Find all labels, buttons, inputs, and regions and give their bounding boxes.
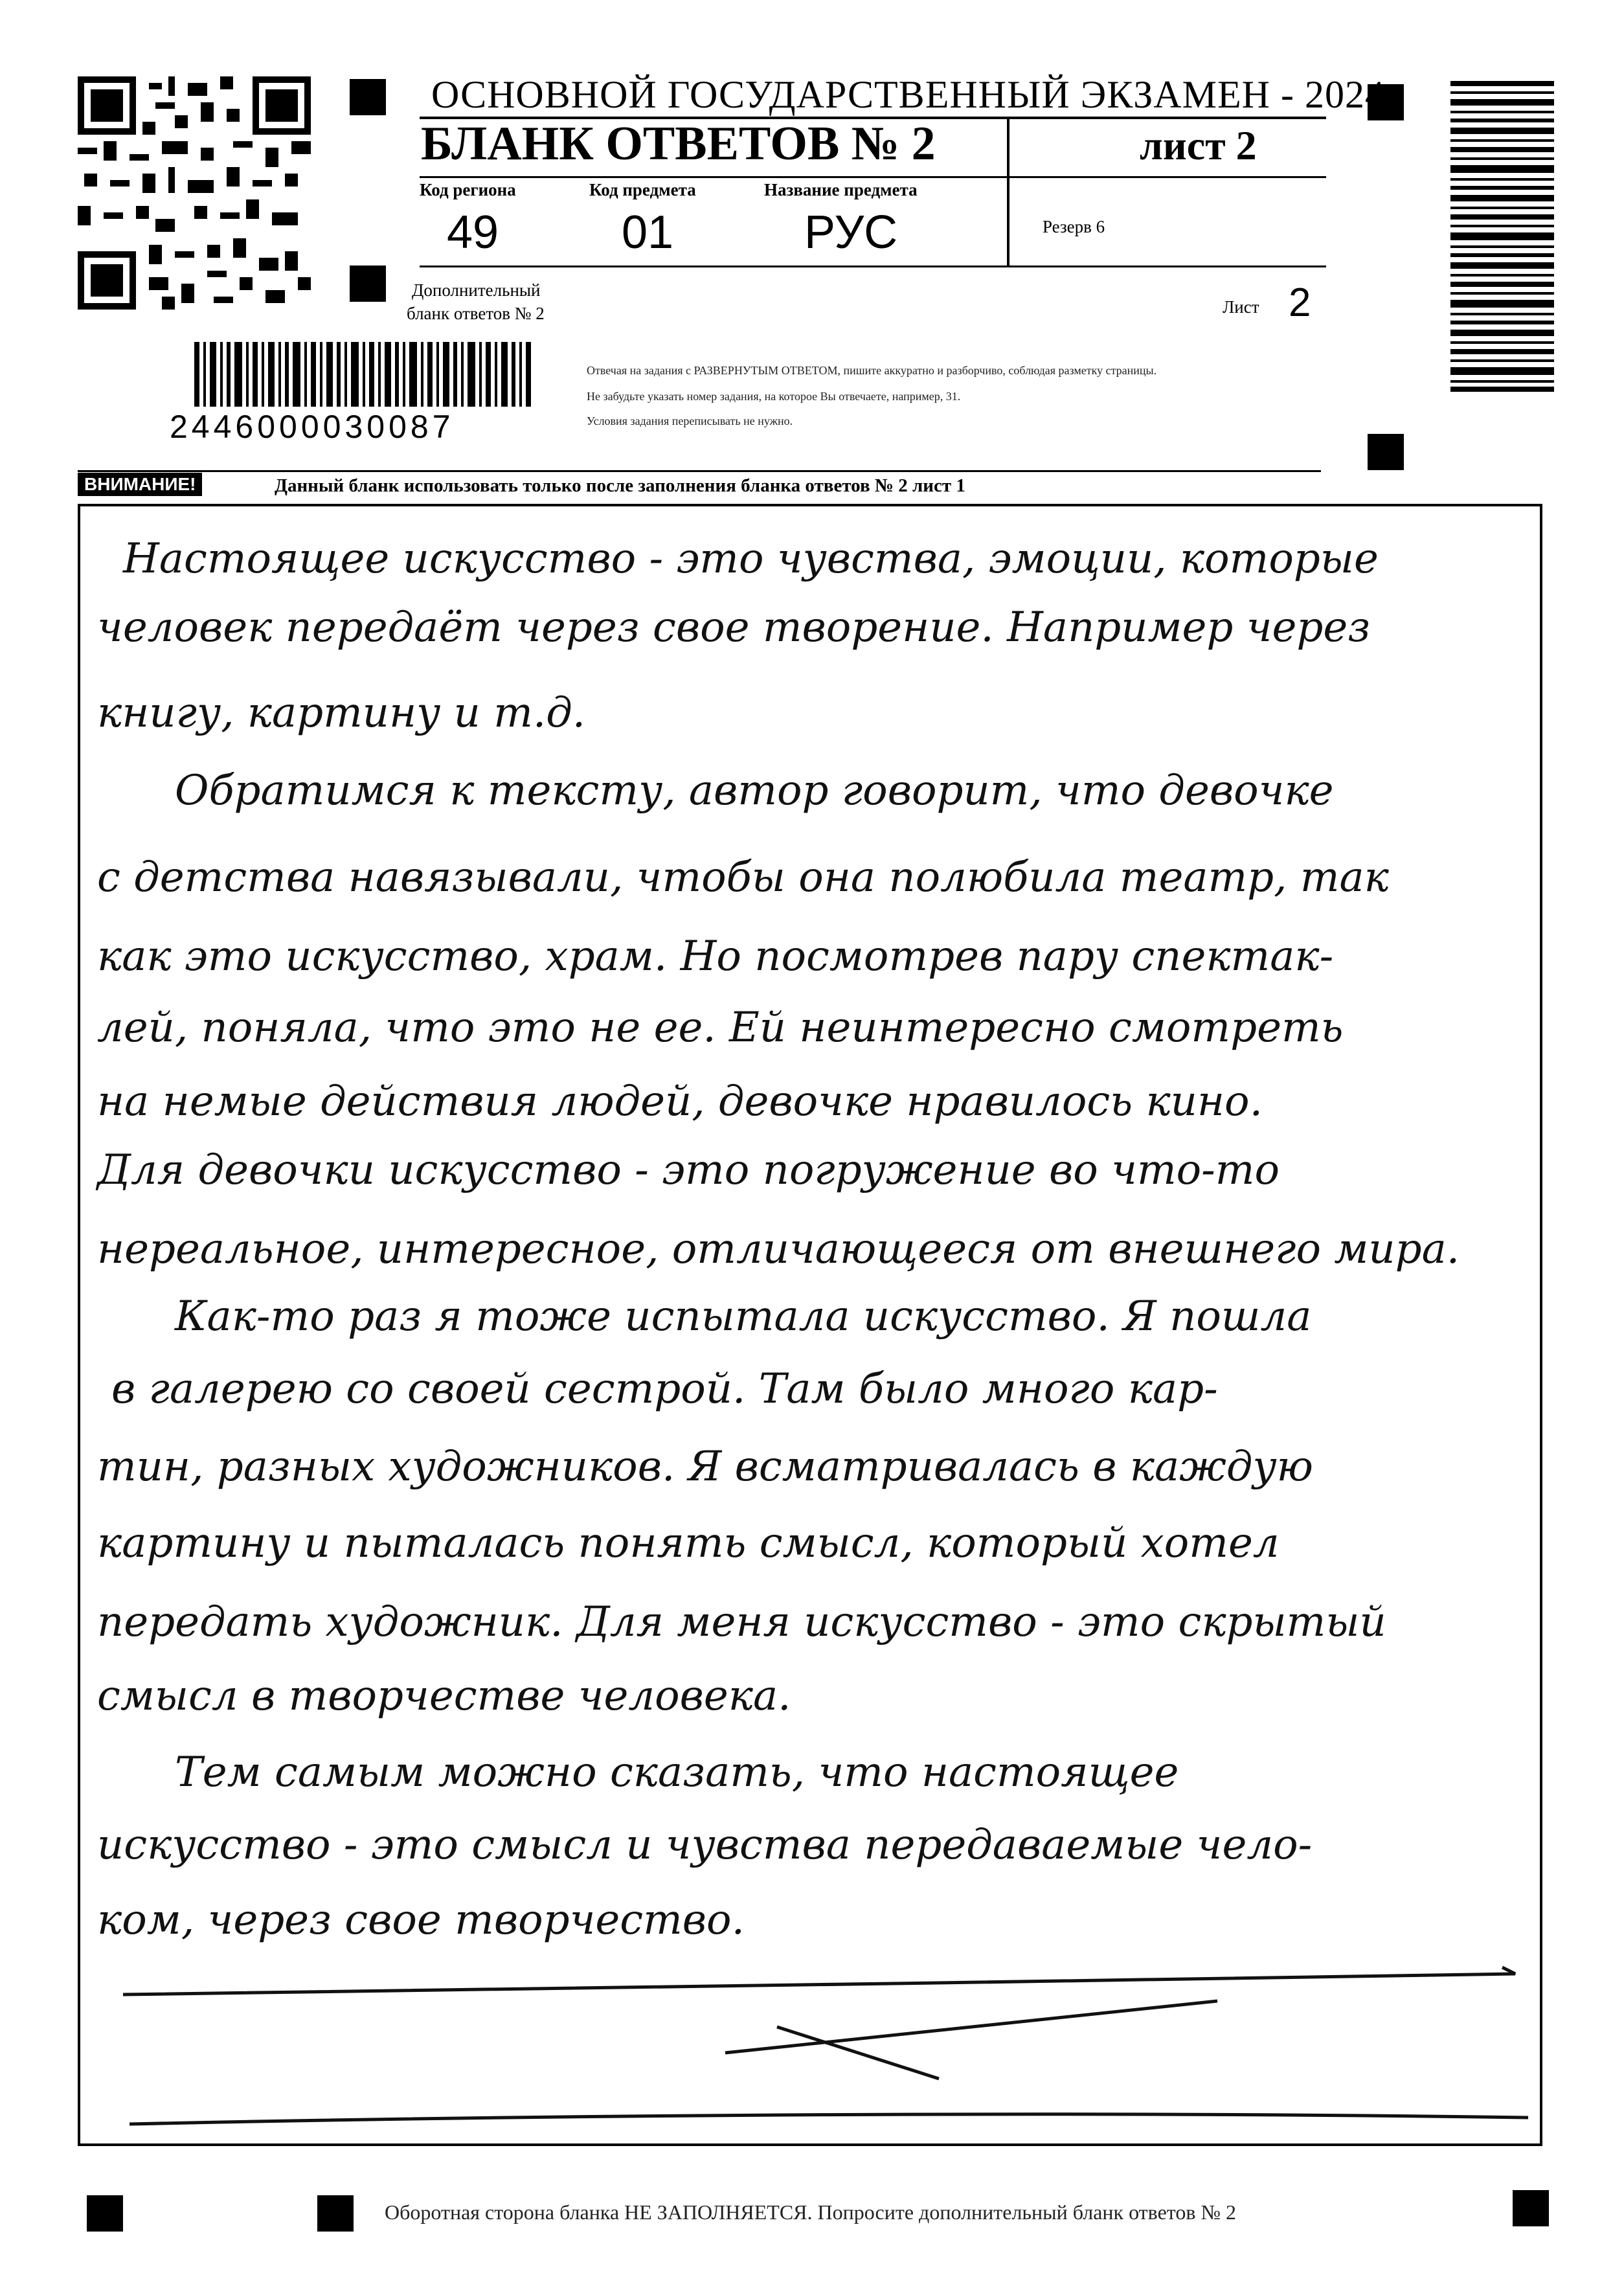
registration-marker-top-left [350,79,386,115]
additional-sheet-value: 2 [1289,280,1311,325]
answer-line: с детства навязывали, чтобы она полюбила театр, так [97,854,1389,901]
answer-line: нереальное, интересное, отличающееся от внешнего мира. [97,1225,1460,1273]
barcode-number: 2446000030087 [170,409,455,445]
registration-marker-bottom-left [87,2195,123,2232]
answer-line: на немые действия людей, девочке нравилось кино. [97,1078,1263,1125]
header-divider-horizontal [420,176,1326,178]
answer-line: Для девочки искусство - это погружение во что-то [97,1146,1280,1194]
answer-line: тин, разных художников. Я всматривалась в каждую [97,1443,1313,1491]
warning-text: Данный бланк использовать только после заполнения бланка ответов № 2 лист 1 [275,475,965,496]
registration-marker-bottom-center [317,2195,354,2232]
reserve-label: Резерв 6 [1043,217,1105,236]
answer-line: Настоящее искусство - это чувства, эмоции, которые [123,535,1379,583]
exam-title: ОСНОВНОЙ ГОСУДАРСТВЕННЫЙ ЭКЗАМЕН - 2024 [431,73,1385,116]
subject-name-value: РУС [804,207,898,258]
answer-line: передать художник. Для меня искусство - это скрытый [97,1598,1386,1646]
registration-marker-mid-left [350,266,386,302]
sheet-title: лист 2 [1140,122,1257,168]
answer-line: картину и пыталась понять смысл, который хотел [97,1519,1280,1567]
warning-badge: ВНИМАНИЕ! [78,473,202,496]
answer-line: Обратимся к тексту, автор говорит, что девочке [175,767,1334,815]
footer-notice: Оборотная сторона бланка НЕ ЗАПОЛНЯЕТСЯ. Попросите дополнительный бланк ответов № 2 [385,2200,1236,2224]
additional-sheet-label: Лист [1223,297,1259,317]
linear-barcode [194,342,531,407]
registration-marker-mid-right [1368,434,1404,470]
region-label: Код региона [420,180,516,199]
answer-line: книгу, картину и т.д. [97,689,586,737]
instruction-line-1: Отвечая на задания с РАЗВЕРНУТЫМ ОТВЕТОМ, пишите аккуратно и разборчиво, соблюдая разметку страницы. [587,364,1157,377]
side-barcode [1450,81,1554,392]
answer-line: Как-то раз я тоже испытала искусство. Я пошла [175,1293,1312,1340]
subject-name-label: Название предмета [764,180,918,199]
qr-code [78,76,311,310]
warning-top-line [78,470,1321,472]
answer-line: искусство - это смысл и чувства передаваемые чело- [97,1821,1313,1869]
answer-line: смысл в творчестве человека. [97,1672,791,1720]
blank-title: БЛАНК ОТВЕТОВ № 2 [421,117,936,170]
region-value: 49 [447,207,499,258]
answer-line: в галерею со своей сестрой. Там было много кар- [111,1365,1218,1413]
header-bottom-line [420,266,1326,267]
answer-line: лей, поняла, что это не ее. Ей неинтересно смотреть [97,1004,1344,1052]
instruction-line-2: Не забудьте указать номер задания, на которое Вы отвечаете, например, 31. [587,390,961,403]
registration-marker-bottom-right [1513,2190,1549,2226]
answer-line: ком, через свое творчество. [97,1896,745,1944]
answer-line: как это искусство, храм. Но посмотрев пару спектак- [97,933,1334,980]
header-divider-vertical [1007,118,1009,266]
answer-line: человек передаёт через свое творение. Например через [97,604,1371,651]
additional-label-line2: бланк ответов № 2 [407,304,545,323]
answer-line: Тем самым можно сказать, что настоящее [175,1748,1179,1796]
z-line-strikeout [117,1956,1541,2150]
instruction-line-3: Условия задания переписывать не нужно. [587,414,793,427]
subject-code-value: 01 [622,207,674,258]
additional-label-line1: Дополнительный [412,280,541,300]
subject-code-label: Код предмета [589,180,696,199]
